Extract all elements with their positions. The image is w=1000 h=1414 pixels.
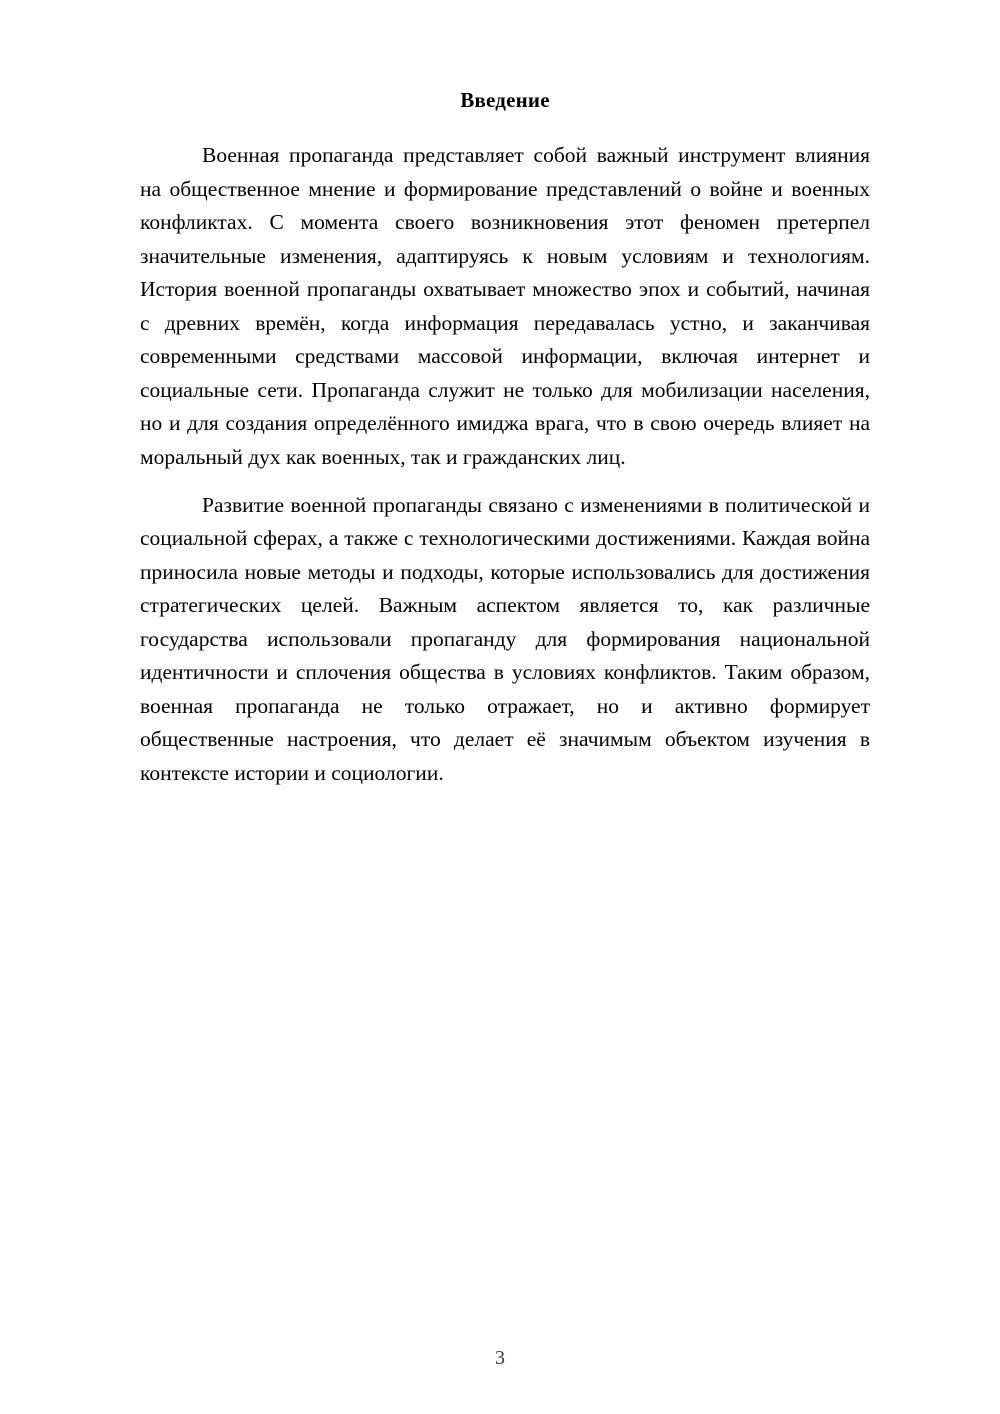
page-title: Введение xyxy=(460,88,550,112)
body-paragraph: Развитие военной пропаганды связано с изменениями в политической и социальной сферах, а также с технологическими достижениями. Каждая война приносила новые методы и подходы, которые использовались для достижения стратегических целей. Важным аспектом является то, как различные государства использовали пропаганду для формирования национальной идентичности и сплочения общества в условиях конфликтов. Таким образом, военная пропаганда не только отражает, но и активно формирует общественные настроения, что делает её значимым объектом изучения в контексте истории и социологии. xyxy=(140,492,870,785)
body-paragraph: Военная пропаганда представляет собой важный инструмент влияния на общественное мнение и формирование представлений о войне и военных конфликтах. С момента своего возникновения этот феномен претерпел значительные изменения, адаптируясь к новым условиям и технологиям. История военной пропаганды охватывает множество эпох и событий, начиная с древних времён, когда информация передавалась устно, и заканчивая современными средствами массовой информации, включая интернет и социальные сети. Пропаганда служит не только для мобилизации населения, но и для создания определённого имиджа врага, что в свою очередь влияет на моральный дух как военных, так и гражданских лиц. xyxy=(140,143,870,469)
page-number: 3 xyxy=(495,1347,505,1369)
